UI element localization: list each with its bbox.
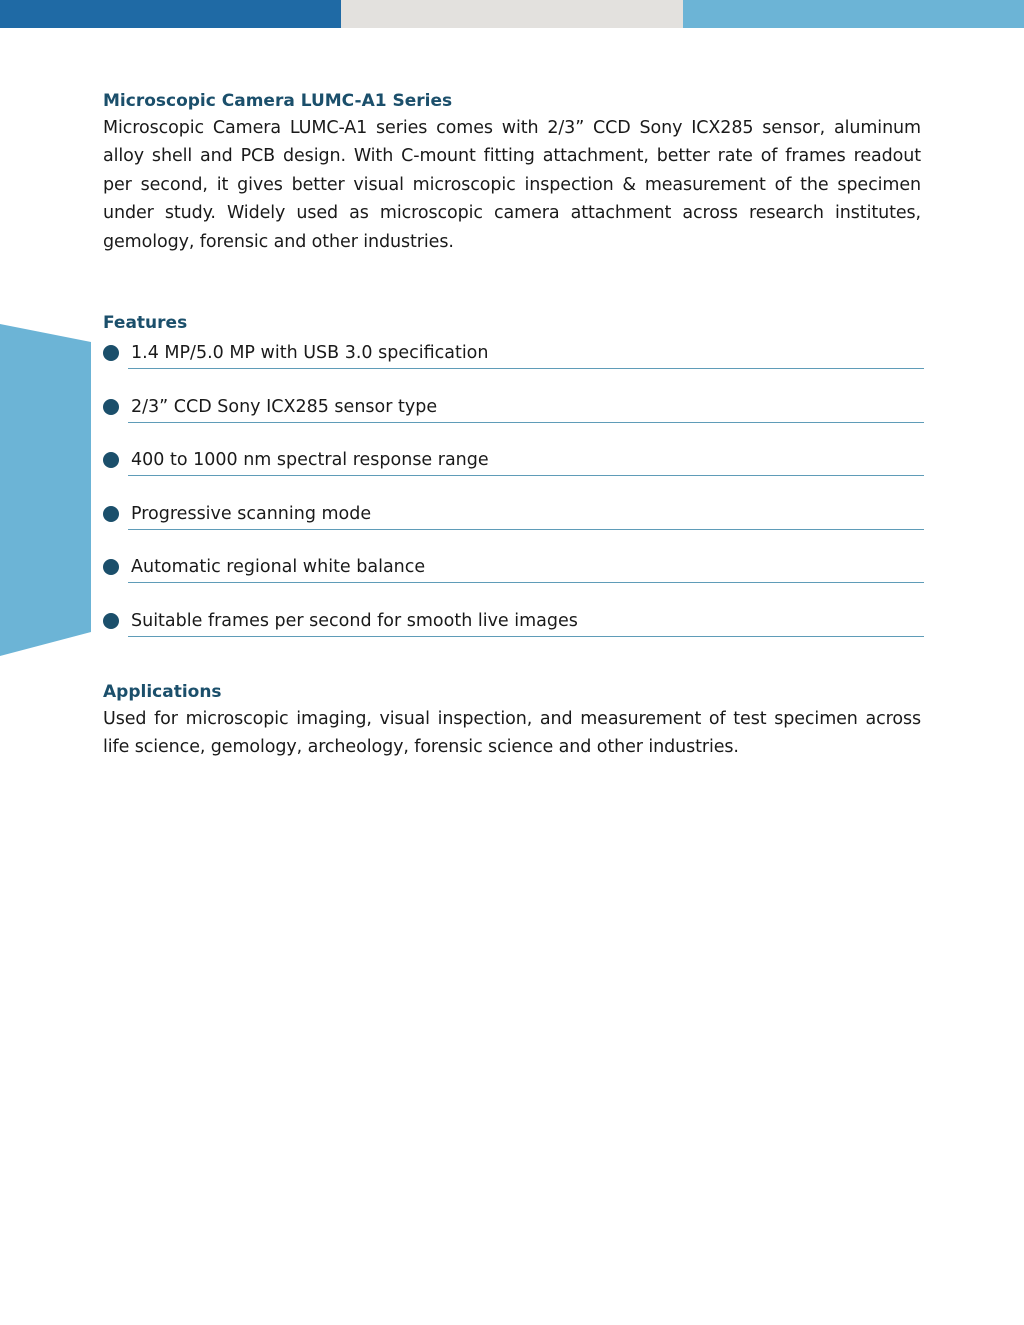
- feature-divider: [128, 475, 924, 476]
- top-bar-gray-segment: [341, 0, 683, 28]
- feature-divider: [128, 582, 924, 583]
- features-section: [103, 310, 921, 659]
- feature-divider: [128, 636, 924, 637]
- feature-text: Progressive scanning mode: [131, 503, 372, 524]
- side-accent-tab: [0, 324, 91, 656]
- feature-item: [103, 606, 924, 660]
- feature-item: [103, 552, 924, 606]
- applications-section: [103, 679, 921, 762]
- bullet-dot-icon: [103, 506, 119, 522]
- bullet-dot-icon: [103, 613, 119, 629]
- document-content: [103, 88, 921, 762]
- bullet-dot-icon: [103, 345, 119, 361]
- feature-item: [103, 499, 924, 553]
- intro-title: Microscopic Camera LUMC-A1 Series: [103, 91, 453, 111]
- feature-item: [103, 392, 924, 446]
- feature-text: 400 to 1000 nm spectral response range: [131, 450, 489, 471]
- bullet-dot-icon: [103, 452, 119, 468]
- feature-list: [103, 338, 921, 659]
- feature-divider: [128, 422, 924, 423]
- feature-item: [103, 445, 924, 499]
- feature-divider: [128, 368, 924, 369]
- feature-item: [103, 338, 924, 392]
- top-bar-light-blue-segment: [683, 0, 1024, 28]
- bullet-dot-icon: [103, 559, 119, 575]
- feature-text: 2/3” CCD Sony ICX285 sensor type: [131, 396, 438, 417]
- features-title: Features: [103, 313, 188, 334]
- intro-paragraph: Microscopic Camera LUMC-A1 series comes with 2/3” CCD Sony ICX285 sensor, aluminum alloy shell and PCB design. With C-mount fitting attachment, better rate of frames readout per second, it gives better visual microscopic inspection & measurement of the specimen under study. Widely used as microscopic camera attachment across research institutes, gemology, forensic and other industries.: [103, 118, 921, 252]
- feature-text: 1.4 MP/5.0 MP with USB 3.0 specification: [131, 343, 489, 364]
- intro-section: [103, 88, 921, 256]
- feature-text: Automatic regional white balance: [131, 557, 426, 578]
- applications-title: Applications: [103, 682, 222, 703]
- feature-divider: [128, 529, 924, 530]
- top-bar-dark-blue-segment: [0, 0, 341, 28]
- feature-text: Suitable frames per second for smooth live images: [131, 610, 578, 631]
- top-color-bar: [0, 0, 1024, 28]
- applications-paragraph: Used for microscopic imaging, visual inspection, and measurement of test specimen across life science, gemology, archeology, forensic science and other industries.: [103, 709, 921, 758]
- bullet-dot-icon: [103, 399, 119, 415]
